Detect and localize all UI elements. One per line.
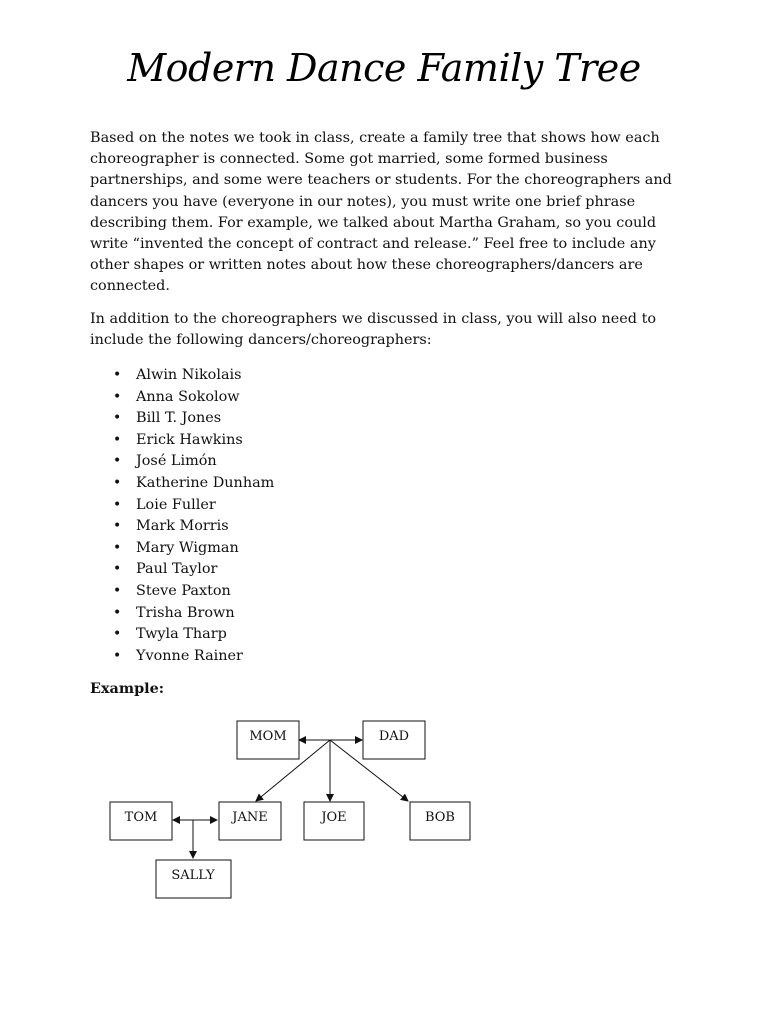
node-label: SALLY [171,868,215,883]
list-item: • Anna Sokolow [90,387,274,409]
node-label: TOM [124,810,158,825]
node-label: MOM [249,729,287,744]
list-item: • Steve Paxton [90,581,274,603]
list-item: • Loie Fuller [90,495,274,517]
list-item: • Erick Hawkins [90,430,274,452]
node-mom [237,721,299,759]
additional-dancers-paragraph: In addition to the choreographers we discussed in class, you will also need to include the following dancers/choreographers: [90,311,657,349]
list-item: • Bill T. Jones [90,408,274,430]
list-item: • Mary Wigman [90,538,274,560]
node-joe [304,802,364,840]
list-item: • Paul Taylor [90,559,274,581]
list-item: • Mark Morris [90,516,274,538]
list-item: • Twyla Tharp [90,624,274,646]
node-label: BOB [424,810,456,825]
node-label: DAD [378,729,410,744]
node-bob [410,802,470,840]
node-label: JOE [321,810,347,825]
list-item: • Trisha Brown [90,603,274,625]
node-label: JANE [232,810,268,825]
node-tom [110,802,172,840]
list-item: • Yvonne Rainer [90,646,274,668]
dancer-list [90,365,274,667]
list-item: • Alwin Nikolais [90,365,274,387]
node-sally [156,860,231,898]
node-jane [219,802,281,840]
list-item: • José Limón [90,451,274,473]
example-family-tree-diagram [0,700,768,910]
example-label: Example: [90,680,165,697]
page-title: Modern Dance Family Tree [127,46,641,90]
node-dad [363,721,425,759]
list-item: • Katherine Dunham [90,473,274,495]
instructions-paragraph: Based on the notes we took in class, create a family tree that shows how each choreographer is connected. Some got married, some formed business partnerships, and some were teachers or students. For the choreographers and dancers you have (everyone in our notes), you must write one brief phrase describing them. For example, we talked about Martha Graham, so you could write “invented the concept of contract and release.” Feel free to include any other shapes or written notes about how these choreographers/dancers are connected. [90,130,672,295]
